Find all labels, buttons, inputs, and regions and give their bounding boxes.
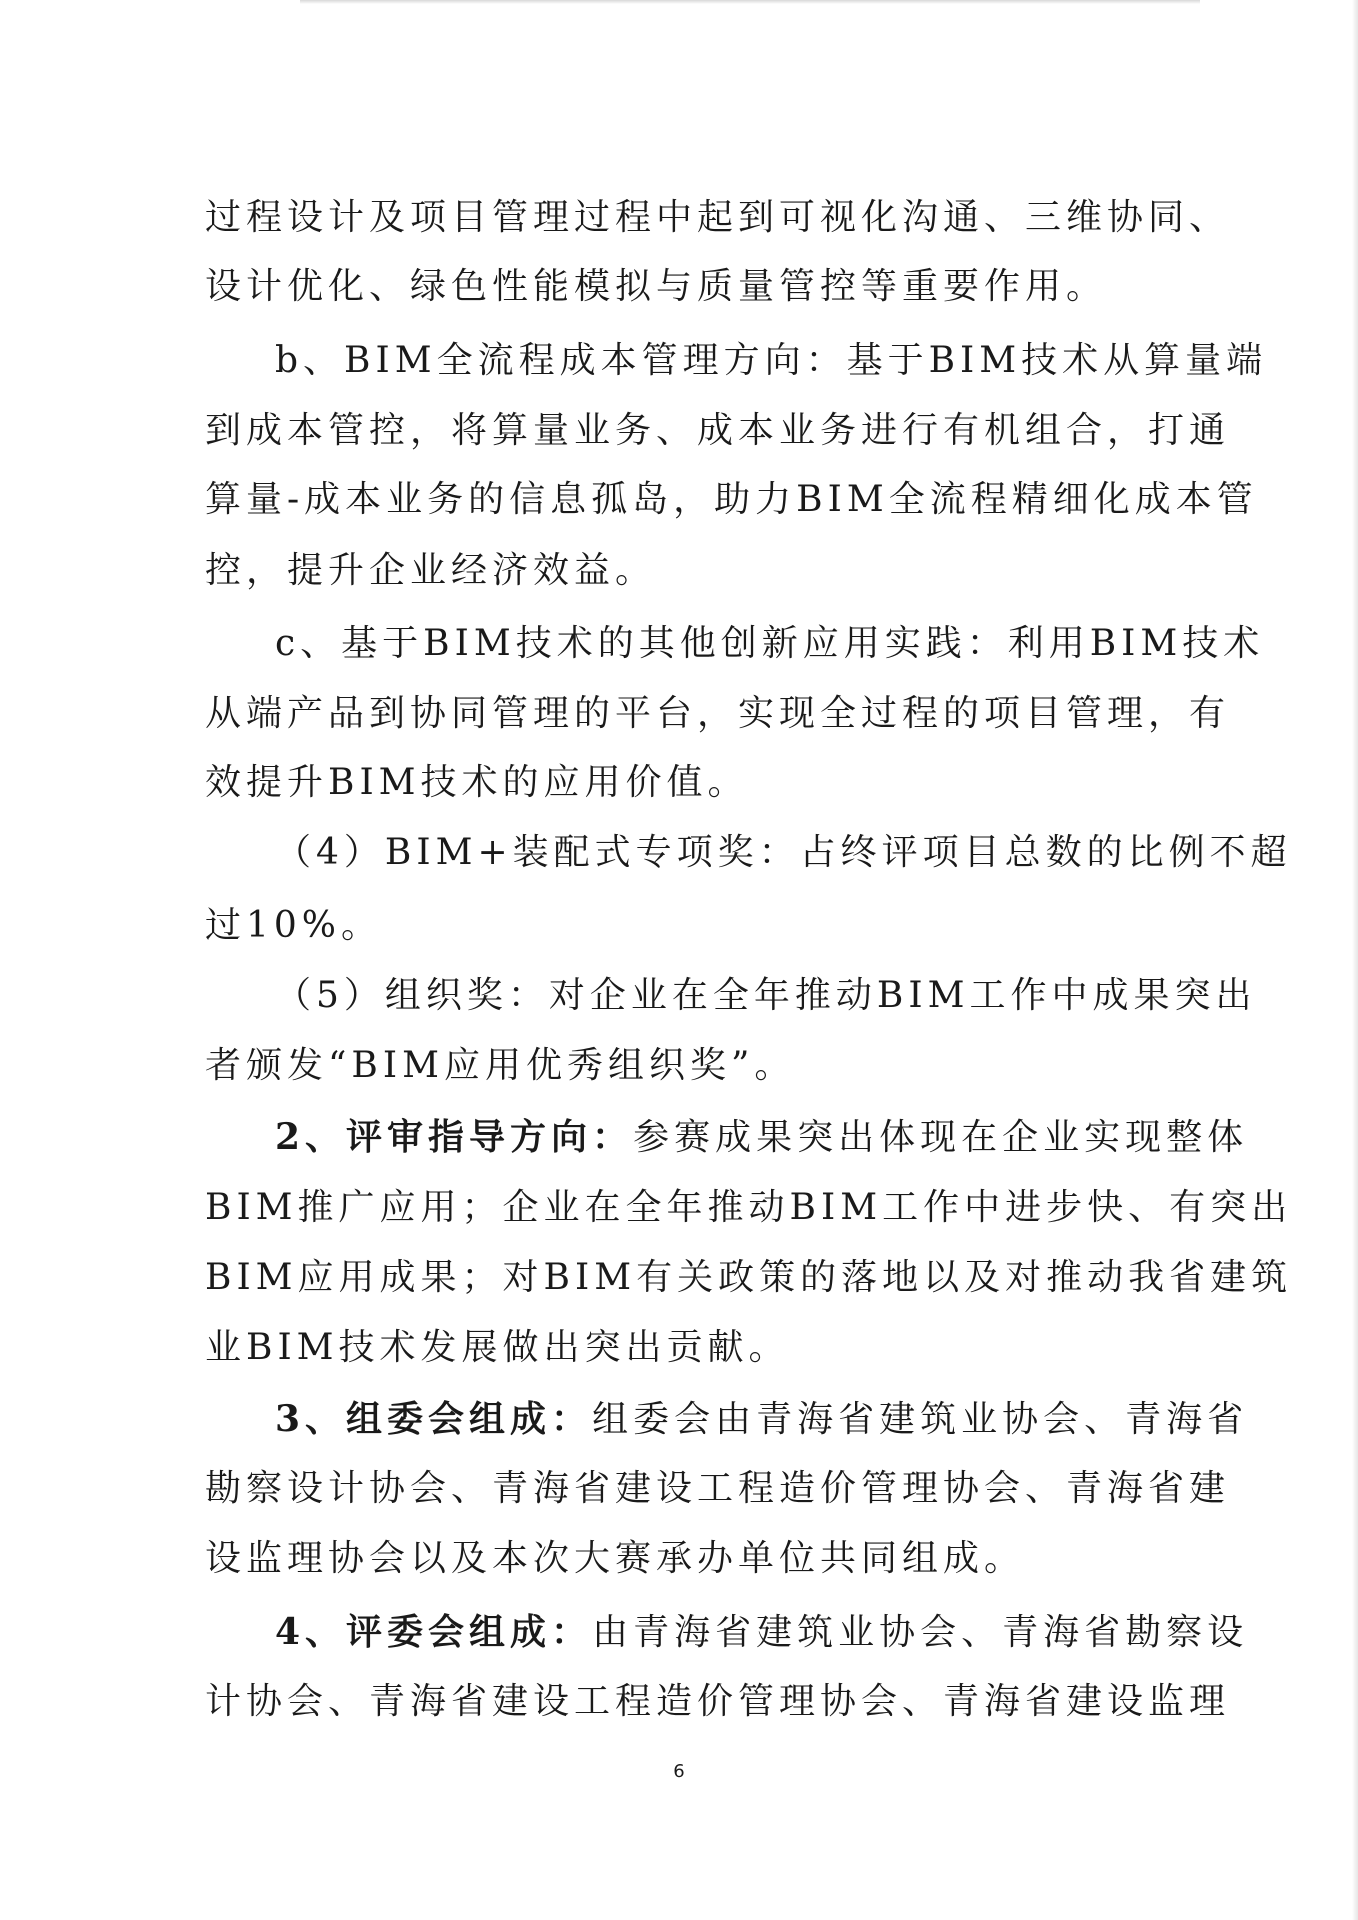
text-line xyxy=(205,1186,1293,1230)
section-heading: 3、组委会组成： xyxy=(275,1398,593,1440)
text-line xyxy=(205,1326,1145,1370)
line-text: 业BIM技术发展做出突出贡献。 xyxy=(205,1327,790,1368)
line-text: （4）BIM+装配式专项奖：占终评项目总数的比例不超 xyxy=(275,832,1292,873)
line-text: 者颁发“BIM应用优秀组织奖”。 xyxy=(205,1045,796,1086)
text-line xyxy=(275,974,1257,1018)
text-line xyxy=(205,1467,1231,1511)
line-text: BIM推广应用；企业在全年推动BIM工作中进步快、有突出 xyxy=(205,1187,1293,1228)
text-line xyxy=(275,831,1292,875)
section-heading: 2、评审指导方向： xyxy=(275,1116,634,1158)
line-text: 到成本管控，将算量业务、成本业务进行有机组合，打通 xyxy=(205,410,1231,451)
text-line xyxy=(205,1537,1145,1581)
text-line xyxy=(275,622,1265,666)
line-text: 算量-成本业务的信息孤岛，助力BIM全流程精细化成本管 xyxy=(205,479,1258,520)
text-line xyxy=(275,1115,1249,1160)
section-heading: 4、评委会组成： xyxy=(275,1611,593,1653)
text-line xyxy=(205,1044,1145,1088)
line-text: c、基于BIM技术的其他创新应用实践：利用BIM技术 xyxy=(275,623,1265,664)
text-line xyxy=(205,1680,1231,1724)
line-text: （5）组织奖：对企业在全年推动BIM工作中成果突出 xyxy=(275,975,1257,1016)
scan-edge-right xyxy=(1352,0,1358,1920)
line-text: 组委会由青海省建筑业协会、青海省 xyxy=(592,1399,1249,1440)
line-text: 过程设计及项目管理过程中起到可视化沟通、三维协同、 xyxy=(205,197,1231,238)
text-line xyxy=(205,549,1145,593)
line-text: 过10%。 xyxy=(205,905,383,946)
line-text: 设监理协会以及本次大赛承办单位共同组成。 xyxy=(205,1538,1026,1579)
line-text: 从端产品到协同管理的平台，实现全过程的项目管理，有 xyxy=(205,693,1231,734)
line-text: 勘察设计协会、青海省建设工程造价管理协会、青海省建 xyxy=(205,1468,1231,1509)
text-line xyxy=(205,196,1231,240)
text-line xyxy=(205,692,1231,736)
text-line xyxy=(205,904,1145,948)
line-text: 由青海省建筑业协会、青海省勘察设 xyxy=(592,1612,1249,1653)
line-text: 设计优化、绿色性能模拟与质量管控等重要作用。 xyxy=(205,266,1108,307)
text-line xyxy=(205,478,1258,522)
scan-edge-top xyxy=(300,0,1200,4)
text-line xyxy=(205,1256,1293,1300)
line-text: BIM应用成果；对BIM有关政策的落地以及对推动我省建筑 xyxy=(205,1257,1293,1298)
line-text: 参赛成果突出体现在企业实现整体 xyxy=(633,1117,1249,1158)
text-line xyxy=(205,265,1145,309)
text-line xyxy=(205,409,1231,453)
text-line xyxy=(275,339,1268,383)
line-text: 控，提升企业经济效益。 xyxy=(205,550,657,591)
text-line xyxy=(205,761,1145,805)
text-line xyxy=(275,1397,1249,1442)
line-text: 效提升BIM技术的应用价值。 xyxy=(205,762,749,803)
page-number: 6 xyxy=(673,1761,685,1782)
text-line xyxy=(275,1610,1249,1655)
line-text: b、BIM全流程成本管理方向：基于BIM技术从算量端 xyxy=(275,340,1268,381)
line-text: 计协会、青海省建设工程造价管理协会、青海省建设监理 xyxy=(205,1681,1231,1722)
